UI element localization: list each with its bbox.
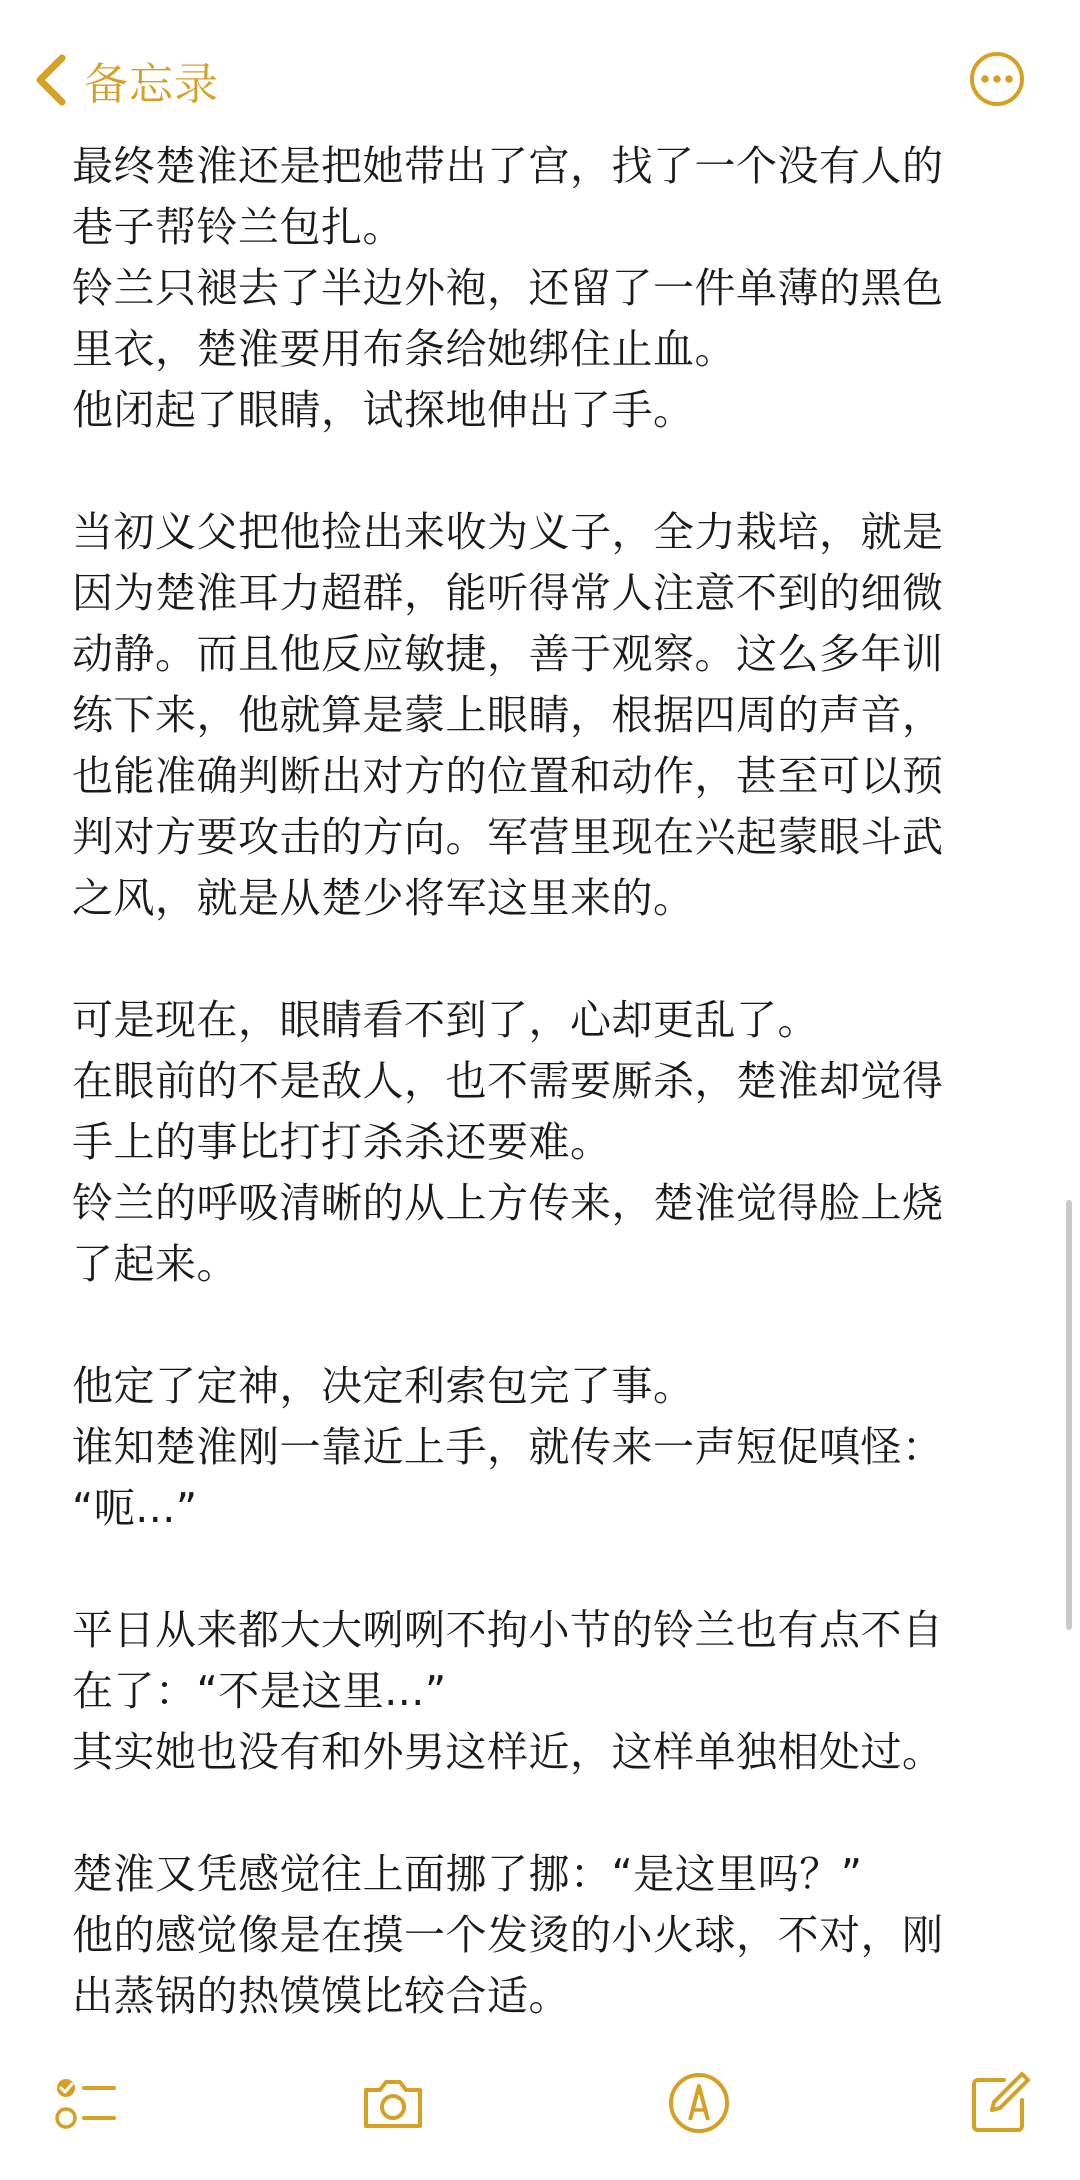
scrollbar[interactable] [1066, 1200, 1072, 1630]
bottom-toolbar [0, 2040, 1080, 2180]
note-line: 可是现在，眼睛看不到了，心却更乱了。 [72, 996, 819, 1044]
camera-icon [358, 2068, 428, 2138]
blank-line [72, 929, 1012, 990]
note-line: 铃兰只褪去了半边外袍，还留了一件单薄的黑色 [72, 264, 944, 312]
note-line: 之风，就是从楚少将军这里来的。 [72, 874, 695, 922]
note-line: 铃兰的呼吸清晰的从上方传来，楚淮觉得脸上烧 [72, 1179, 944, 1227]
note-line: 楚淮又凭感觉往上面挪了挪：“是这里吗？” [72, 1850, 863, 1898]
note-line: 动静。而且他反应敏捷，善于观察。这么多年训 [72, 630, 944, 678]
note-line: 平日从来都大大咧咧不拘小节的铃兰也有点不自 [72, 1606, 944, 1654]
note-line: 其实她也没有和外男这样近，这样单独相处过。 [72, 1728, 944, 1776]
note-line: 当初义父把他捡出来收为义子，全力栽培，就是 [72, 508, 944, 556]
ellipsis-circle-icon [968, 50, 1026, 108]
note-line: “呃...” [72, 1484, 198, 1532]
note-line: 里衣，楚淮要用布条给她绑住止血。 [72, 325, 736, 373]
blank-line [72, 1295, 1012, 1356]
note-line: 巷子帮铃兰包扎。 [72, 203, 404, 251]
blank-line [72, 441, 1012, 502]
note-line: 练下来，他就算是蒙上眼睛，根据四周的声音， [72, 691, 944, 739]
note-line: 最终楚淮还是把她带出了宫，找了一个没有人的 [72, 142, 944, 190]
compose-button[interactable] [964, 2068, 1034, 2138]
note-line: 他闭起了眼睛，试探地伸出了手。 [72, 386, 695, 434]
note-line: 也能准确判断出对方的位置和动作，甚至可以预 [72, 752, 944, 800]
chevron-left-icon [28, 48, 76, 112]
camera-button[interactable] [358, 2068, 428, 2138]
compose-icon [964, 2068, 1034, 2138]
note-line: 在了：“不是这里...” [72, 1667, 447, 1715]
more-button[interactable] [968, 50, 1026, 108]
note-line: 出蒸锅的热馍馍比较合适。 [72, 1972, 570, 2020]
note-line: 判对方要攻击的方向。军营里现在兴起蒙眼斗武 [72, 813, 944, 861]
markup-pen-icon [664, 2068, 734, 2138]
back-button[interactable] [28, 48, 219, 112]
navigation-bar [0, 0, 1080, 150]
note-line: 在眼前的不是敌人，也不需要厮杀，楚淮却觉得 [72, 1057, 944, 1105]
note-line: 因为楚淮耳力超群，能听得常人注意不到的细微 [72, 569, 944, 617]
note-body[interactable] [72, 136, 1012, 2036]
note-line: 谁知楚淮刚一靠近上手，就传来一声短促嗔怪： [72, 1423, 944, 1471]
checklist-button[interactable] [50, 2068, 120, 2138]
note-line: 手上的事比打打杀杀还要难。 [72, 1118, 612, 1166]
note-line: 了起来。 [72, 1240, 238, 1288]
checklist-icon [50, 2068, 120, 2138]
blank-line [72, 1539, 1012, 1600]
blank-line [72, 1783, 1012, 1844]
markup-button[interactable] [664, 2068, 734, 2138]
note-line: 他的感觉像是在摸一个发烫的小火球，不对，刚 [72, 1911, 944, 1959]
back-label: 备忘录 [84, 59, 219, 110]
note-line: 他定了定神，决定利索包完了事。 [72, 1362, 695, 1410]
